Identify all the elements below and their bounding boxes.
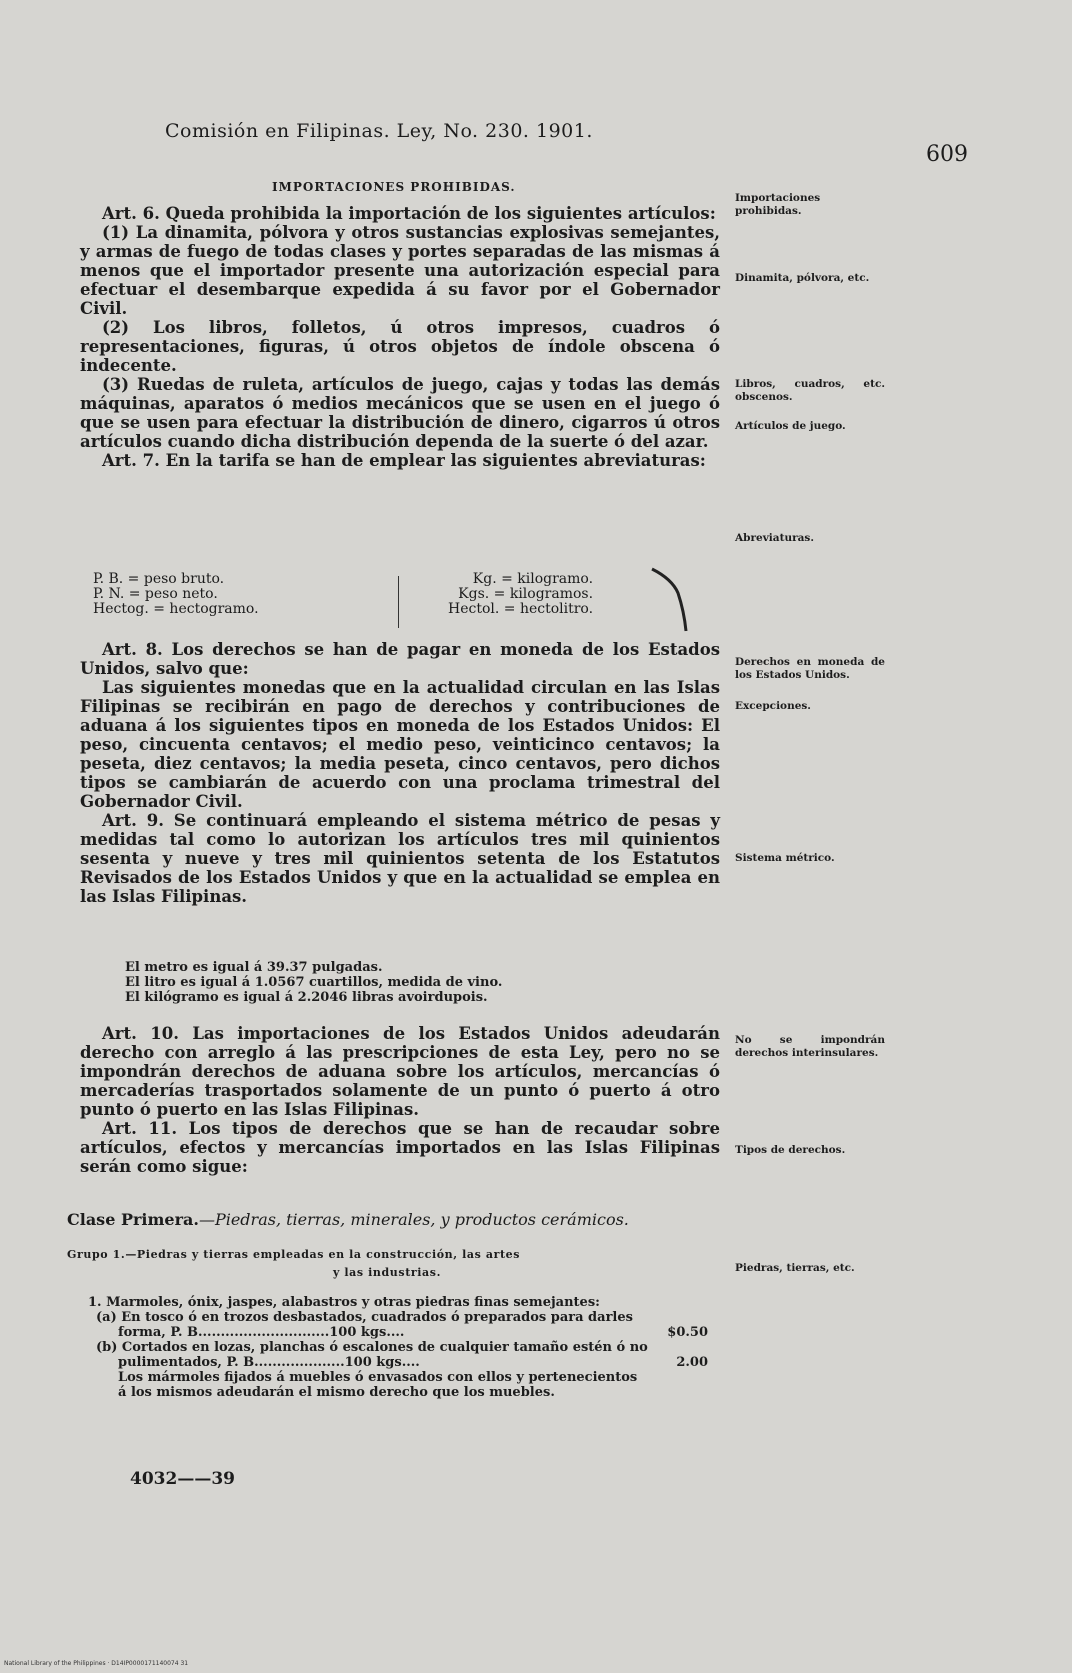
running-header: Comisión en Filipinas. Ley, No. 230. 1901. (165, 120, 593, 142)
article-6: Art. 6. Queda prohibida la importación de los siguientes artículos: (102, 204, 716, 223)
article-10: Art. 10. Las importaciones de los Estados Unidos adeudarán derecho con arreglo á las prescripciones de esta Ley, pero no se impondrán derechos de aduana sobre los artículos, mercancías ó mercaderías trasportados solamente de un punto ó puerto á otro punto ó puerto en las Islas Filipinas. (80, 1024, 720, 1119)
equiv-litro: El litro es igual á 1.0567 cuartillos, medida de vino. (125, 975, 503, 990)
margin-note-moneda: Derechos en moneda de los Estados Unidos. (735, 656, 885, 681)
page-number: 609 (926, 142, 968, 167)
tariff-item-1a (88, 1310, 708, 1340)
article-11: Art. 11. Los tipos de derechos que se han de recaudar sobre artículos, efectos y mercancías importados en las Islas Filipinas serán como sigue: (80, 1119, 720, 1176)
equiv-metro: El metro es igual á 39.37 pulgadas. (125, 960, 383, 975)
grupo-line-2: y las industrias. (332, 1266, 441, 1279)
grupo-line-1: Grupo 1.—Piedras y tierras empleadas en la construcción, las artes (67, 1248, 521, 1261)
abbr-hectolitro: Hectol. = hectolitro. (448, 601, 594, 617)
clase-primera-heading (67, 1210, 629, 1229)
equiv-kilogramo: El kilógramo es igual á 2.2046 libras avoirdupois. (125, 990, 488, 1005)
article-8: Art. 8. Los derechos se han de pagar en moneda de los Estados Unidos, salvo que: (80, 640, 720, 678)
tariff-item-1b-rate: 2.00 (676, 1355, 708, 1370)
abbr-peso-bruto: P. B. = peso bruto. (93, 571, 225, 587)
tariff-items (88, 1295, 708, 1400)
tariff-item-1: 1. Marmoles, ónix, jaspes, alabastros y otras piedras finas semejantes: (88, 1295, 600, 1310)
article-8-9-block (80, 640, 720, 906)
margin-note-libros: Libros, cuadros, etc. obscenos. (735, 378, 885, 403)
article-6-item-1: (1) La dinamita, pólvora y otros sustancias explosivas semejantes, y armas de fuego de todas clases y portes separadas de las mismas á menos que el importador presente una autorización especial para efectuar el desembarque expedida á su favor por el Gobernador Civil. (80, 223, 720, 318)
tariff-item-1a-rate: $0.50 (667, 1325, 708, 1340)
abbr-hectogramo: Hectog. = hectogramo. (93, 601, 259, 617)
margin-note-juego: Artículos de juego. (735, 420, 846, 432)
abbr-kilogramo: Kg. = kilogramo. (472, 571, 594, 587)
article-8-exceptions: Las siguientes monedas que en la actualidad circulan en las Islas Filipinas se recibirán en pago de derechos y contribuciones de aduana á los siguientes tipos en moneda de los Estados Unidos: El peso, cincuenta centavos; el medio peso, veinticinco centavos; la peseta, diez centavos; la media peseta, cinco centavos, pero dichos tipos se cambiarán de acuerdo con una proclama trimestral del Gobernador Civil. (80, 678, 720, 811)
section-title: IMPORTACIONES PROHIBIDAS. (272, 180, 516, 194)
article-7: Art. 7. En la tarifa se han de emplear las siguientes abreviaturas: (102, 451, 706, 470)
margin-note-piedras: Piedras, tierras, etc. (735, 1262, 855, 1274)
article-6-item-3: (3) Ruedas de ruleta, artículos de juego, cajas y todas las demás máquinas, aparatos ó medios mecánicos que se usen en el juego ó que se usen para efectuar la distribución de dinero, cigarros ú otros artículos cuando dicha distribución dependa de la suerte ó del azar. (80, 375, 720, 451)
handwritten-mark (650, 565, 690, 635)
article-6-item-2: (2) Los libros, folletos, ú otros impresos, cuadros ó representaciones, figuras, ú otros objetos de índole obscena ó indecente. (80, 318, 720, 375)
article-10-11-block (80, 1024, 720, 1176)
signature-mark: 4032——39 (130, 1469, 235, 1489)
margin-note-metrico: Sistema métrico. (735, 852, 835, 864)
article-6-block (80, 204, 720, 470)
clase-description: —Piedras, tierras, minerales, y productos cerámicos. (198, 1210, 629, 1229)
abbr-peso-neto: P. N. = peso neto. (93, 586, 218, 602)
margin-note-excepciones: Excepciones. (735, 700, 811, 712)
clase-label: Clase Primera. (67, 1210, 199, 1229)
tariff-item-1b-text: (b) Cortados en lozas, planchas ó escalones de cualquier tamaño estén ó no pulimentados, P. B....................100 kgs.... (96, 1340, 648, 1370)
metric-equivalences (125, 960, 502, 1005)
margin-note-interinsulares: No se impondrán derechos interinsulares. (735, 1034, 885, 1059)
library-stamp: National Library of the Philippines · D14IP0000171140074 31 (4, 1660, 189, 1667)
tariff-item-1b (88, 1340, 708, 1370)
margin-note-dinamita: Dinamita, pólvora, etc. (735, 272, 870, 284)
margin-note-tipos: Tipos de derechos. (735, 1144, 846, 1156)
article-9: Art. 9. Se continuará empleando el sistema métrico de pesas y medidas tal como lo autorizan los artículos tres mil quinientos sesenta y nueve y tres mil quinientos setenta de los Estatutos Revisados de los Estados Unidos y que en la actualidad se emplea en las Islas Filipinas. (80, 811, 720, 906)
margin-note-abreviaturas: Abreviaturas. (735, 532, 814, 544)
abbr-kilogramos: Kgs. = kilogramos. (458, 586, 594, 602)
grupo-1-heading (67, 1246, 707, 1282)
abbr-divider (398, 576, 399, 628)
margin-note-importaciones: Importaciones prohibidas. (735, 192, 821, 217)
tariff-item-1-note: Los mármoles fijados á muebles ó envasados con ellos y pertenecientos á los mismos adeudarán el mismo derecho que los muebles. (118, 1370, 638, 1400)
tariff-item-1a-text: (a) En tosco ó en trozos desbastados, cuadrados ó preparados para darles forma, P. B.............................100 kgs.... (96, 1310, 633, 1340)
